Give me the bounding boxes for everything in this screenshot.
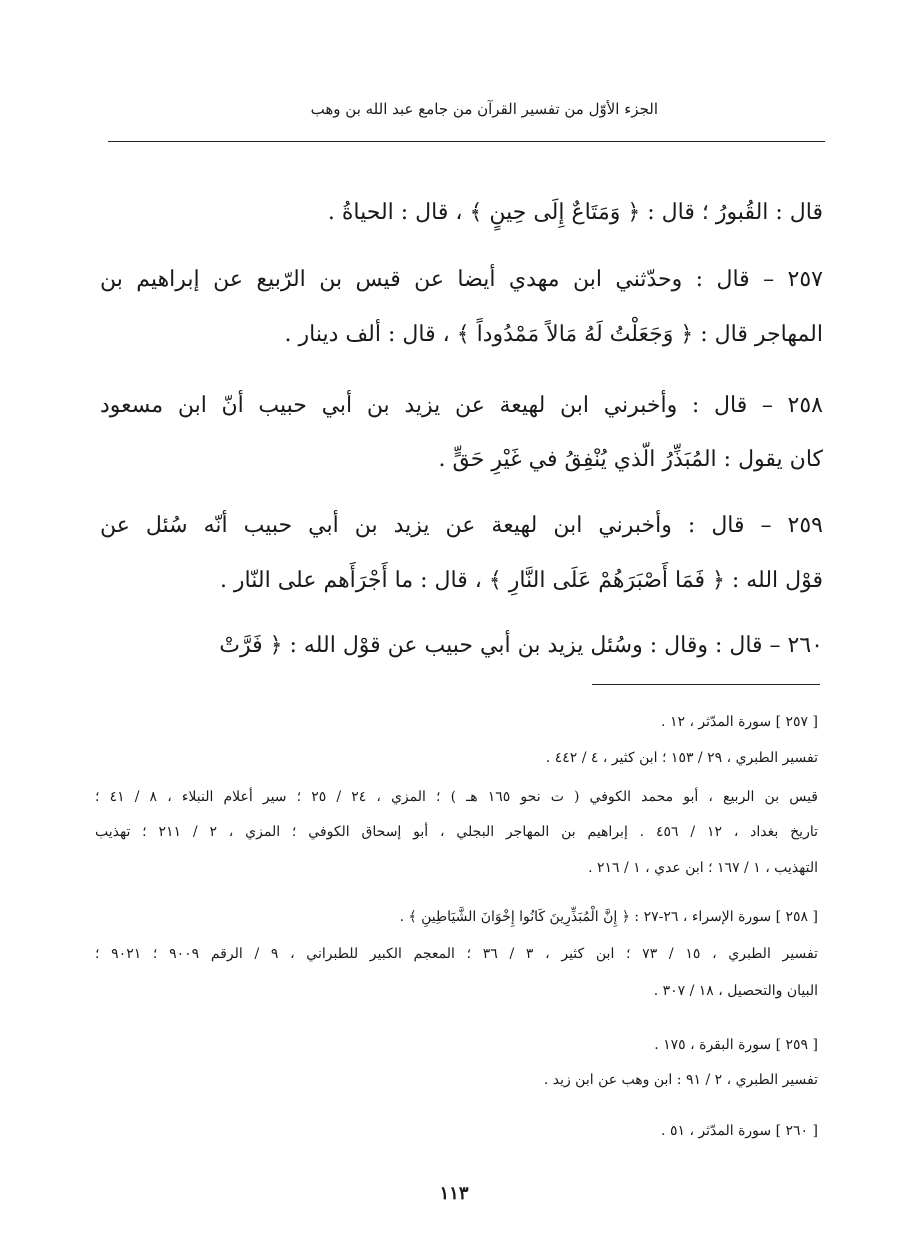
running-title: الجزء الأوّل من تفسير القرآن من جامع عبد الله بن وهب bbox=[310, 100, 658, 118]
footnote-line: البيان والتحصيل ، ١٨ / ٣٠٧ . bbox=[653, 983, 818, 999]
footnote-line: تفسير الطبري ، ١٥ / ٧٣ ؛ ابن كثير ، ٣ / ٣٦ ؛ المعجم الكبير للطبراني ، ٩ / الرقم ٩٠٠٩ ؛ ٩٠٢١ ؛ bbox=[95, 946, 818, 962]
body-line: ٢٥٩ – قال : وأخبرني ابن لهيعة عن يزيد بن أبي حبيب أنّه سُئل عن bbox=[100, 513, 823, 538]
footnote-line: [ ٢٥٨ ] سورة الإسراء ، ٢٦-٢٧ : ﴿ إِنَّ الْمُبَذِّرِينَ كَانُوا إِخْوَانَ الشَّيَاطِينِ ﴾ . bbox=[399, 909, 818, 925]
footnote-line: [ ٢٥٩ ] سورة البقرة ، ١٧٥ . bbox=[654, 1037, 818, 1053]
footnote-line: تاريخ بغداد ، ١٢ / ٤٥٦ . إبراهيم بن المهاجر البجلي ، أبو إسحاق الكوفي ؛ المزي ، ٢ / ٢١١ ؛ تهذيب bbox=[95, 824, 818, 840]
page-number: ١١٣ bbox=[439, 1183, 469, 1204]
body-line: ٢٥٧ – قال : وحدّثني ابن مهدي أيضا عن قيس بن الرّبيع عن إبراهيم بن bbox=[100, 267, 823, 292]
body-line: قوْل الله : ﴿ فَمَا أَصْبَرَهُمْ عَلَى النَّارِ ﴾ ، قال : ما أَجْرَأَهم على النّار . bbox=[219, 568, 823, 593]
body-line: المهاجر قال : ﴿ وَجَعَلْتُ لَهُ مَالاً مَمْدُوداً ﴾ ، قال : ألف دينار . bbox=[284, 322, 823, 347]
header-rule bbox=[108, 141, 825, 142]
body-line: قال : القُبورُ ؛ قال : ﴿ وَمَتَاعٌ إِلَى حِينٍ ﴾ ، قال : الحياةُ . bbox=[327, 200, 823, 225]
footnote-line: قيس بن الربيع ، أبو محمد الكوفي ( ت نحو ١٦٥ هـ ) ؛ المزي ، ٢٤ / ٢٥ ؛ سير أعلام النبلاء ، ٨ / ٤١ ؛ bbox=[95, 789, 818, 805]
footnote-rule bbox=[592, 684, 820, 685]
footnote-line: تفسير الطبري ، ٢٩ / ١٥٣ ؛ ابن كثير ، ٤ / ٤٤٢ . bbox=[545, 750, 818, 766]
footnote-line: تفسير الطبري ، ٢ / ٩١ : ابن وهب عن ابن زيد . bbox=[543, 1072, 818, 1088]
body-line: كان يقول : المُبَذِّرُ الّذي يُنْفِقُ في غَيْرِ حَقٍّ . bbox=[438, 447, 823, 472]
body-line: ٢٥٨ – قال : وأخبرني ابن لهيعة عن يزيد بن أبي حبيب أنّ ابن مسعود bbox=[100, 393, 823, 418]
footnote-line: [ ٢٦٠ ] سورة المدّثر ، ٥١ . bbox=[661, 1123, 818, 1139]
body-line: ٢٦٠ – قال : وقال : وسُئل يزيد بن أبي حبيب عن قوْل الله : ﴿ فَرَّتْ bbox=[219, 633, 823, 658]
footnote-line: التهذيب ، ١ / ١٦٧ ؛ ابن عدي ، ١ / ٢١٦ . bbox=[588, 860, 818, 876]
footnote-line: [ ٢٥٧ ] سورة المدّثر ، ١٢ . bbox=[661, 714, 818, 730]
